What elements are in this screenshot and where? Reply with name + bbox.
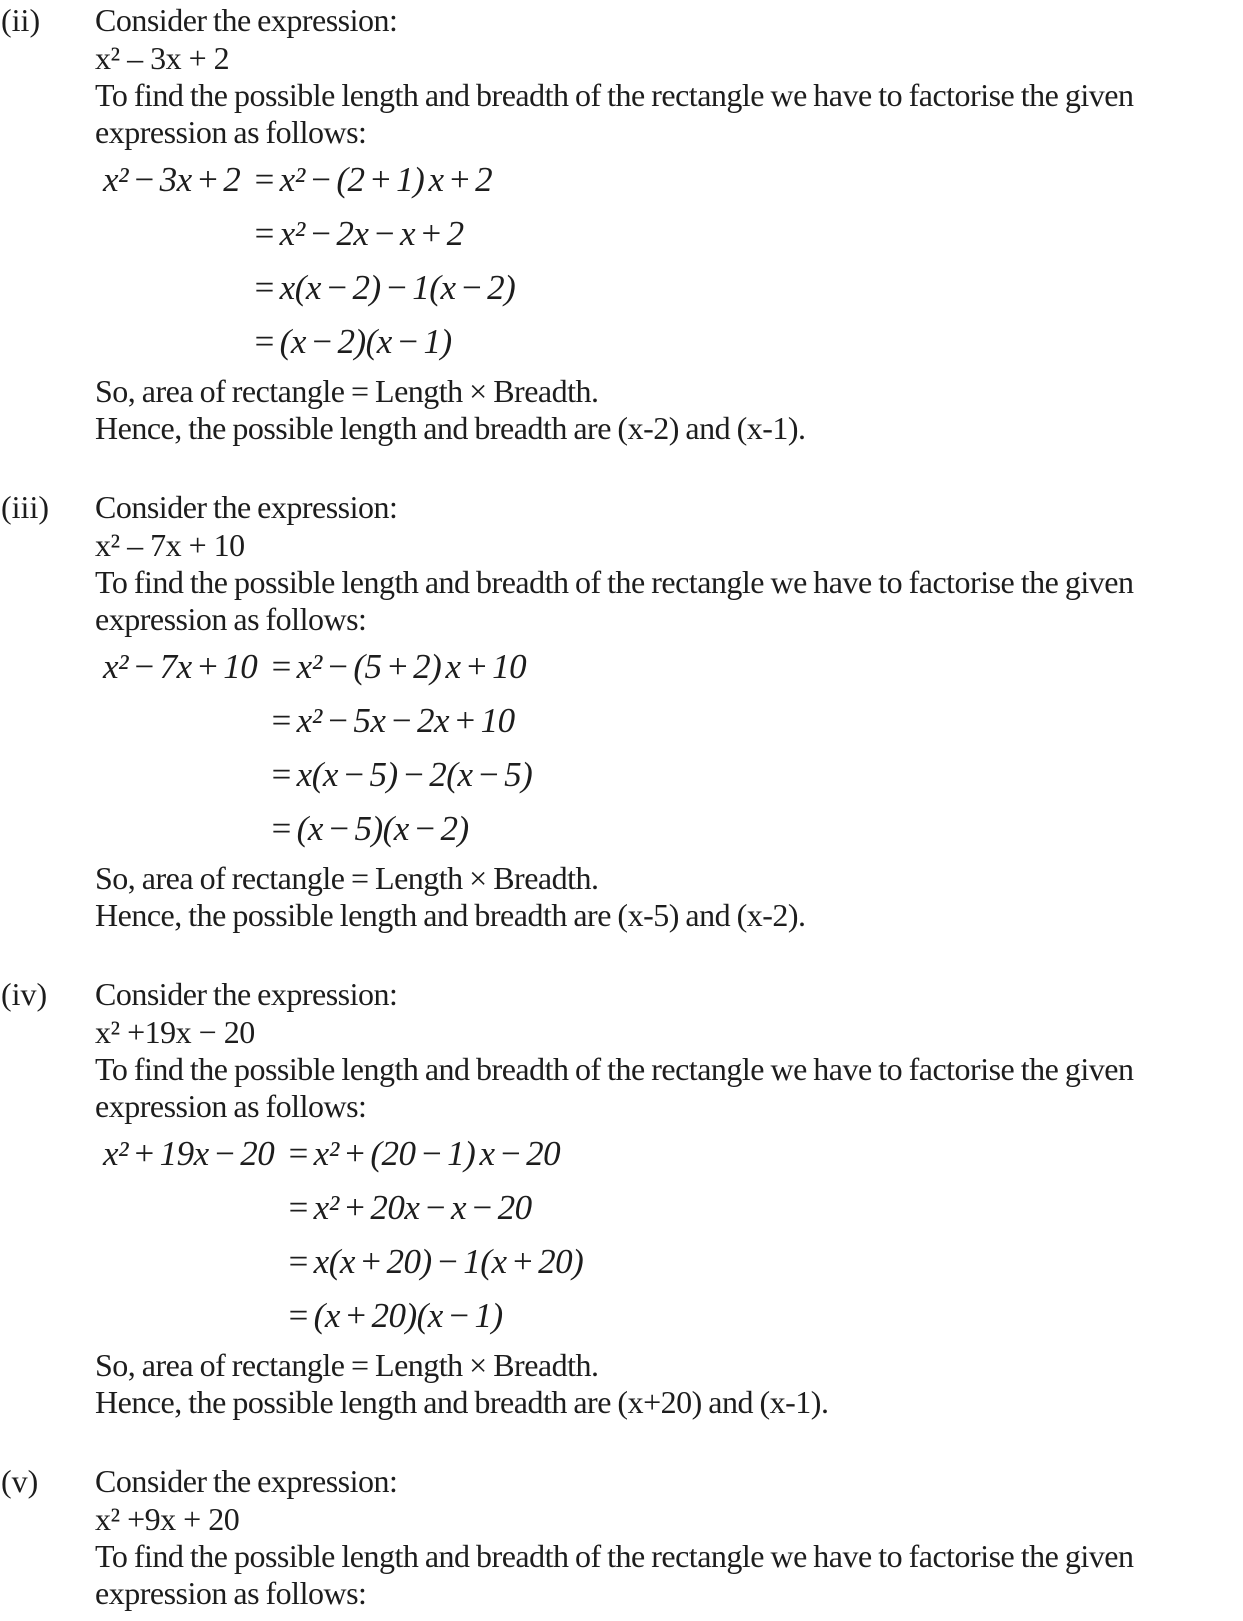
equation-lhs	[103, 694, 269, 748]
expression-line: x² – 7x + 10	[95, 527, 245, 563]
equation-lhs	[103, 1289, 286, 1343]
consider-heading: Consider the expression:	[95, 976, 398, 1012]
equation-lhs	[103, 1235, 286, 1289]
equation-lhs	[103, 315, 252, 369]
equation-step	[103, 153, 515, 207]
solution-section-ii	[0, 2, 1243, 447]
equation-block	[103, 640, 532, 856]
equation-rhs: = x² + (20 − 1) x − 20	[286, 1134, 561, 1173]
conclusion-line: Hence, the possible length and breadth are (x-5) and (x-2).	[95, 897, 806, 933]
equation-step	[103, 802, 532, 856]
solution-section-iii	[0, 489, 1243, 934]
equation-step	[103, 1127, 583, 1181]
intro-line-2: expression as follows:	[95, 114, 367, 150]
equation-lhs	[103, 261, 252, 315]
equation-rhs: = x² + 20x − x − 20	[286, 1188, 532, 1227]
equation-rhs: = (x − 5)(x − 2)	[269, 809, 469, 848]
equation-lhs: x² + 19x − 20	[103, 1134, 275, 1173]
equation-step	[103, 694, 532, 748]
section-label: (ii)	[1, 2, 41, 38]
equation-rhs: = x(x − 5) − 2(x − 5)	[269, 755, 533, 794]
area-line: So, area of rectangle = Length × Breadth.	[95, 373, 599, 409]
expression-line: x² +9x + 20	[95, 1501, 240, 1537]
equation-lhs: x² − 3x + 2	[103, 160, 241, 199]
section-content	[95, 976, 1243, 1421]
consider-heading: Consider the expression:	[95, 1463, 398, 1499]
section-content	[95, 1463, 1243, 1612]
area-line: So, area of rectangle = Length × Breadth.	[95, 860, 599, 896]
equation-rhs: = x² − (2 + 1) x + 2	[252, 160, 493, 199]
conclusion-line: Hence, the possible length and breadth are (x-2) and (x-1).	[95, 410, 806, 446]
intro-line-1: To find the possible length and breadth of the rectangle we have to factorise the given	[95, 77, 1134, 113]
equation-lhs	[103, 207, 252, 261]
equation-block	[103, 153, 515, 369]
section-content	[95, 489, 1243, 934]
solution-section-iv	[0, 976, 1243, 1421]
equation-step	[103, 207, 515, 261]
intro-line-1: To find the possible length and breadth of the rectangle we have to factorise the given	[95, 1538, 1134, 1574]
consider-heading: Consider the expression:	[95, 2, 398, 38]
equation-block	[103, 1127, 583, 1343]
equation-rhs: = x² − 5x − 2x + 10	[269, 701, 515, 740]
equation-lhs	[103, 802, 269, 856]
equation-step	[103, 315, 515, 369]
section-content	[95, 2, 1243, 447]
section-label: (iii)	[1, 489, 49, 525]
equation-rhs: = x² − (5 + 2) x + 10	[269, 647, 527, 686]
equation-rhs: = (x − 2)(x − 1)	[252, 322, 452, 361]
intro-line-1: To find the possible length and breadth of the rectangle we have to factorise the given	[95, 1051, 1134, 1087]
solution-section-v	[0, 1463, 1243, 1612]
equation-step	[103, 261, 515, 315]
equation-rhs: = x(x − 2) − 1(x − 2)	[252, 268, 516, 307]
equation-lhs	[103, 1181, 286, 1235]
intro-line-2: expression as follows:	[95, 1575, 367, 1611]
equation-lhs	[103, 748, 269, 802]
equation-rhs: = (x + 20)(x − 1)	[286, 1296, 503, 1335]
expression-line: x² +19x − 20	[95, 1014, 255, 1050]
equation-step	[103, 1235, 583, 1289]
equation-step	[103, 1289, 583, 1343]
equation-rhs: = x(x + 20) − 1(x + 20)	[286, 1242, 584, 1281]
intro-line-1: To find the possible length and breadth of the rectangle we have to factorise the given	[95, 564, 1134, 600]
equation-step	[103, 748, 532, 802]
section-label: (v)	[1, 1463, 39, 1499]
equation-step	[103, 1181, 583, 1235]
intro-line-2: expression as follows:	[95, 1088, 367, 1124]
equation-lhs: x² − 7x + 10	[103, 647, 258, 686]
area-line: So, area of rectangle = Length × Breadth.	[95, 1347, 599, 1383]
equation-rhs: = x² − 2x − x + 2	[252, 214, 464, 253]
expression-line: x² – 3x + 2	[95, 40, 230, 76]
consider-heading: Consider the expression:	[95, 489, 398, 525]
equation-step	[103, 640, 532, 694]
section-label: (iv)	[1, 976, 48, 1012]
conclusion-line: Hence, the possible length and breadth are (x+20) and (x-1).	[95, 1384, 829, 1420]
intro-line-2: expression as follows:	[95, 601, 367, 637]
